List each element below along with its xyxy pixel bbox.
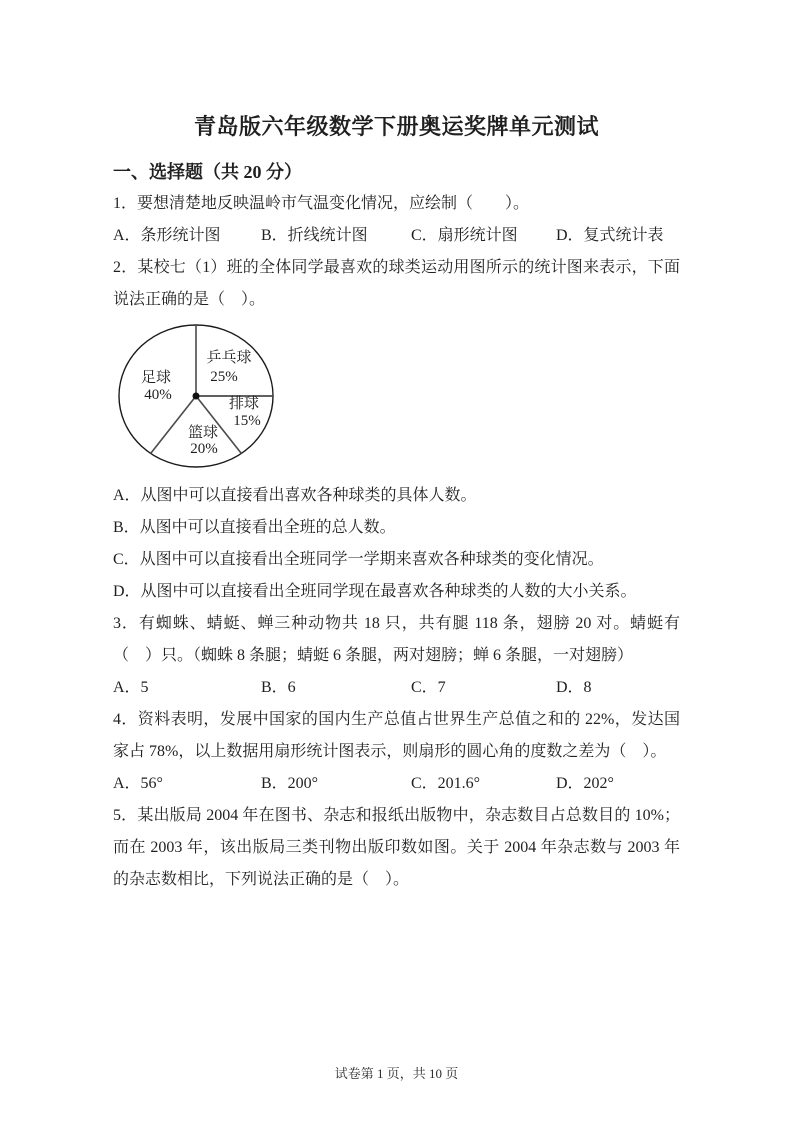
pie-slice-label-basketball: 篮球 <box>187 425 219 441</box>
question-1-option-c: C．扇形统计图 <box>411 227 518 244</box>
question-4-option-c: C．201.6° <box>411 775 481 792</box>
question-4-option-b: B．200° <box>261 775 319 792</box>
question-3-option-d: D．8 <box>556 679 592 696</box>
pie-slice-label-football: 足球 <box>140 370 172 386</box>
question-2-options <box>113 480 680 608</box>
question-4-text: 4．资料表明，发展中国家的国内生产总值占世界生产总值之和的 22%，发达国家占 78%，以上数据用扇形统计图表示，则扇形的圆心角的度数之差为（ ）。 <box>113 711 680 760</box>
question-4-options <box>113 768 680 800</box>
question-3-option-c: C．7 <box>411 679 446 696</box>
question-1-option-a: A．条形统计图 <box>113 227 221 244</box>
pie-slice-value-volleyball: 15% <box>233 413 261 429</box>
question-2-option-b: B．从图中可以直接看出全班的总人数。 <box>113 519 396 536</box>
question-3-option-b: B．6 <box>261 679 296 696</box>
section-heading: 一、选择题（共 20 分） <box>113 162 302 182</box>
page-content <box>0 110 793 896</box>
question-4-option-a: A．56° <box>113 775 163 792</box>
page-footer: 试卷第 1 页，共 10 页 <box>334 1066 459 1081</box>
question-2-option-d: D．从图中可以直接看出全班同学现在最喜欢各种球类的人数的大小关系。 <box>113 583 637 600</box>
pie-slice-value-basketball: 20% <box>190 441 218 457</box>
question-2-option-c: C．从图中可以直接看出全班同学一学期来喜欢各种球类的变化情况。 <box>113 551 604 568</box>
pie-slice-value-pingpong: 25% <box>210 369 238 385</box>
question-3-option-a: A．5 <box>113 679 149 696</box>
question-1-option-d: D．复式统计表 <box>556 227 664 244</box>
pie-chart <box>115 322 277 470</box>
question-5-text: 5．某出版局 2004 年在图书、杂志和报纸出版物中，杂志数目占总数目的 10%；而在 2003 年，该出版局三类刊物出版印数如图。关于 2004 年杂志数与 2003 年的杂志数相比，下列说法正确的是（ ）。 <box>113 807 680 888</box>
exam-title: 青岛版六年级数学下册奥运奖牌单元测试 <box>193 114 599 139</box>
pie-chart-svg <box>115 322 277 470</box>
question-2-text: 2．某校七（1）班的全体同学最喜欢的球类运动用图所示的统计图来表示，下面说法正确的是（ ）。 <box>113 259 680 308</box>
pie-slice-value-football: 40% <box>144 387 172 403</box>
question-4-option-d: D．202° <box>556 775 614 792</box>
question-1-text: 1．要想清楚地反映温岭市气温变化情况，应绘制（ ）。 <box>113 195 530 212</box>
question-1-option-b: B．折线统计图 <box>261 227 368 244</box>
question-1-options <box>113 220 680 252</box>
pie-center-dot-icon <box>193 393 200 400</box>
pie-slice-label-volleyball: 排球 <box>228 396 260 412</box>
question-2-option-a: A．从图中可以直接看出喜欢各种球类的具体人数。 <box>113 487 477 504</box>
pie-slice-label-pingpong: 乒乓球 <box>206 350 252 366</box>
question-3-options <box>113 672 680 704</box>
question-3-text: 3．有蜘蛛、蜻蜓、蝉三种动物共 18 只，共有腿 118 条，翅膀 20 对。蜻蜓有（ ）只。（蜘蛛 8 条腿；蜻蜓 6 条腿，两对翅膀；蝉 6 条腿，一对翅膀） <box>113 615 680 664</box>
